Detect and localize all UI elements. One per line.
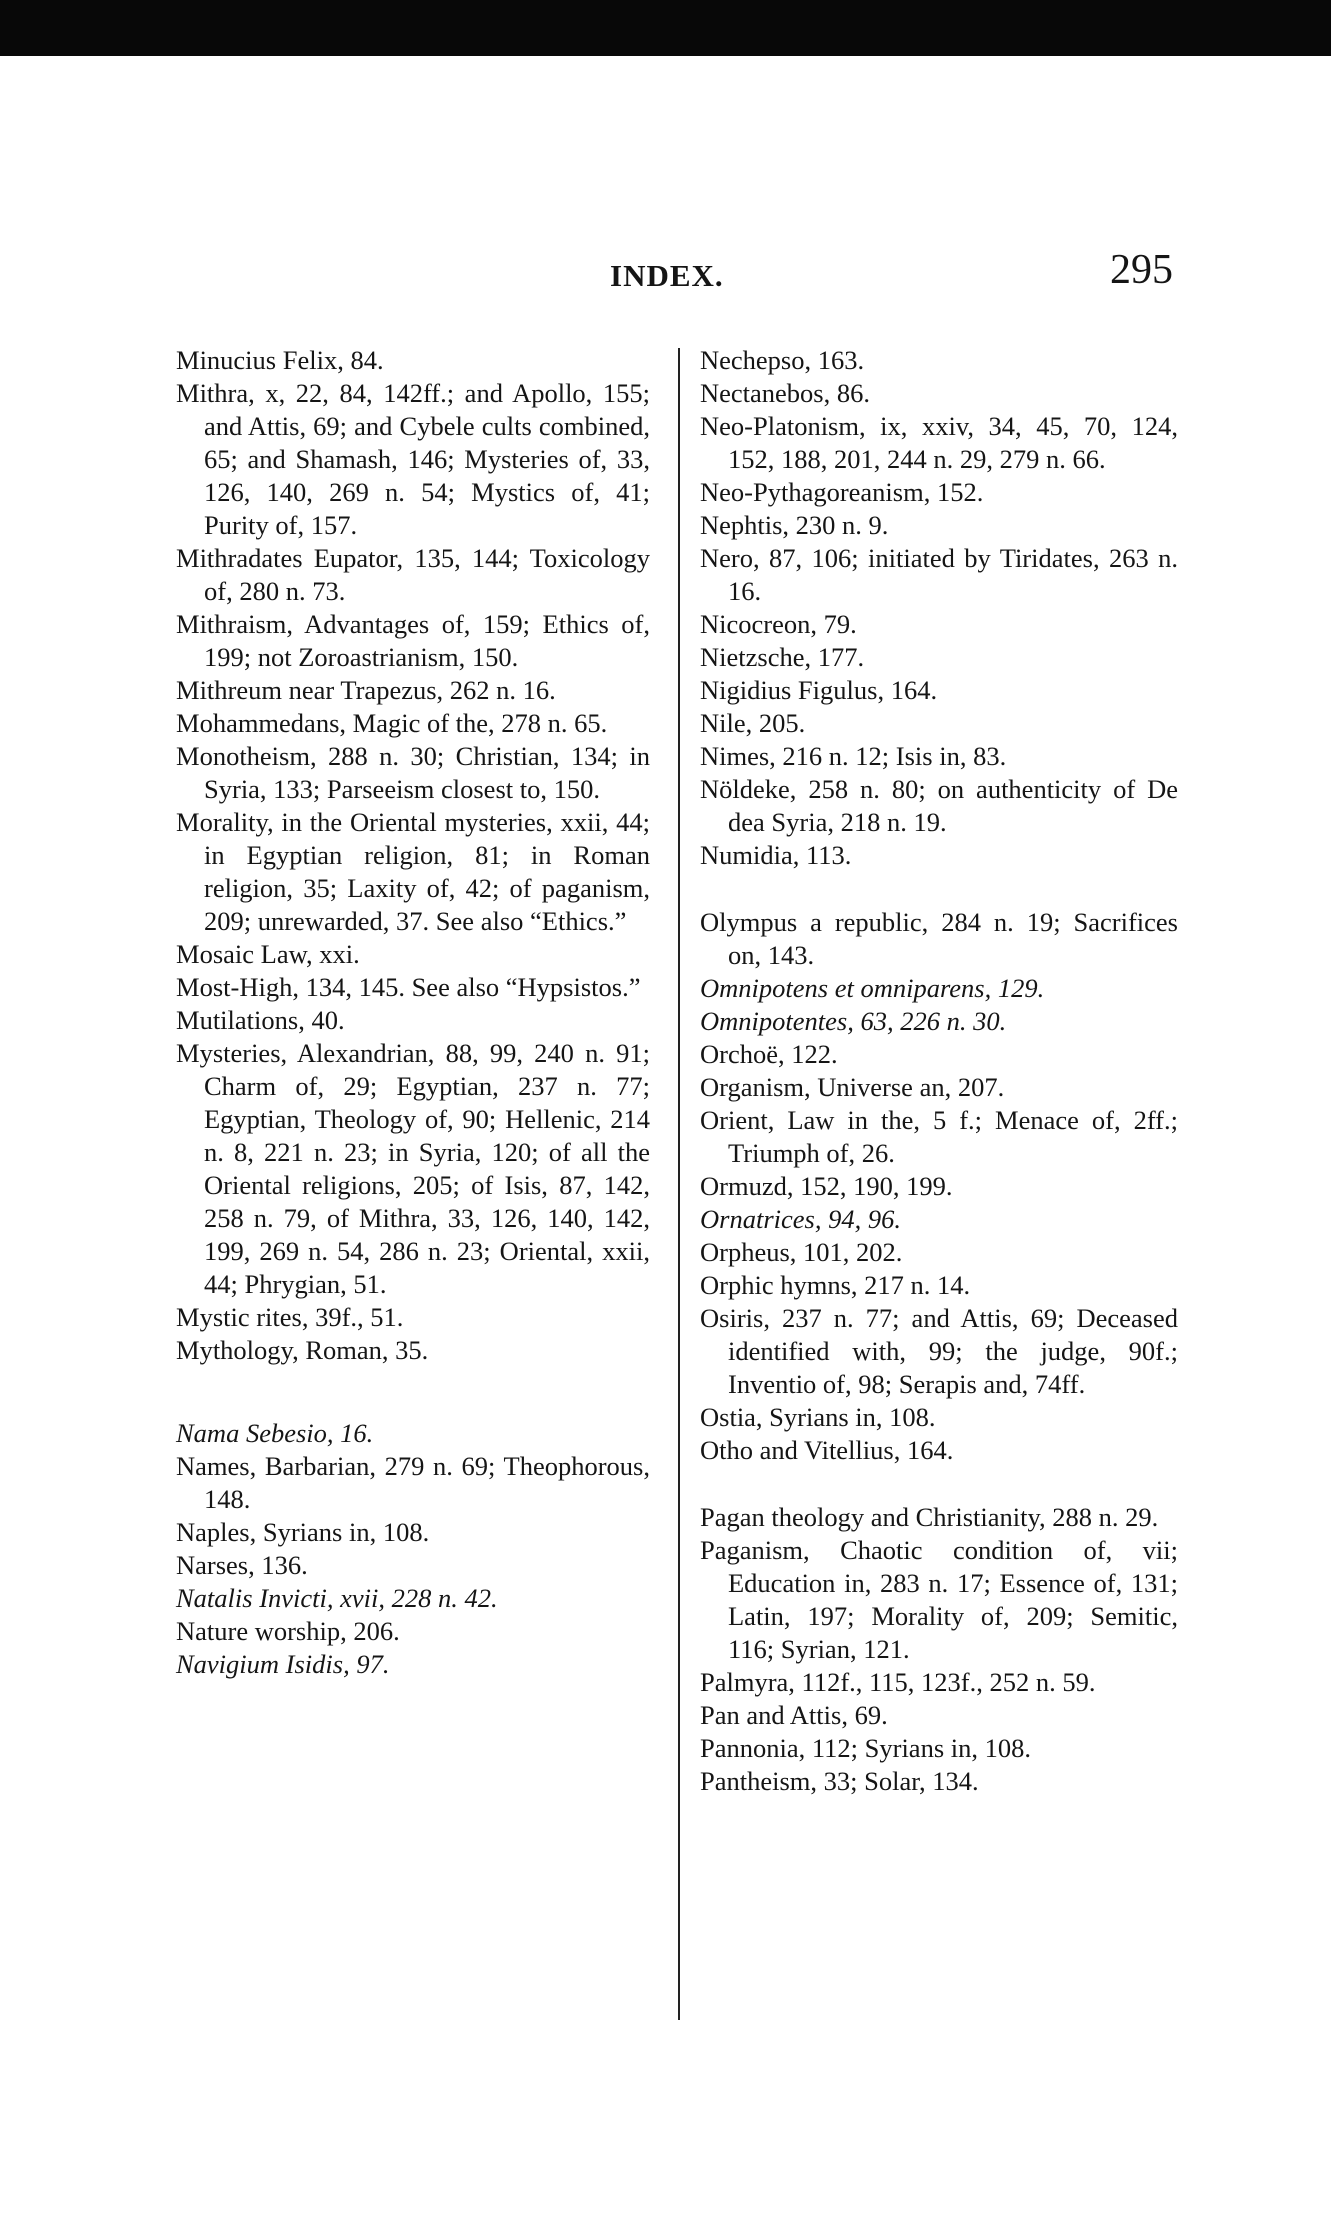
- index-entry: [176, 1648, 650, 1681]
- italic-term: Omnipotens et omniparens, 129.: [700, 973, 1045, 1003]
- index-entry: Mysteries, Alexandrian, 88, 99, 240 n. 91; Charm of, 29; Egyptian, 237 n. 77; Egyptian, Theology of, 90; Hellenic, 214 n. 8, 221 n. 23; in Syria, 120; of all the Oriental religions, 205; of Isis, 87, 142, 258 n. 79, of Mithra, 33, 126, 140, 142, 199, 269 n. 54, 286 n. 23; Oriental, xxii, 44; Phrygian, 51.: [176, 1038, 650, 1299]
- index-entry: Osiris, 237 n. 77; and Attis, 69; Deceased identified with, 99; the judge, 90f.; Inventio of, 98; Serapis and, 74ff.: [700, 1303, 1178, 1399]
- index-entry: Otho and Vitellius, 164.: [700, 1435, 954, 1465]
- index-entry: Palmyra, 112f., 115, 123f., 252 n. 59.: [700, 1667, 1096, 1697]
- index-entry: Naples, Syrians in, 108.: [176, 1517, 430, 1547]
- index-entry: Mithraism, Advantages of, 159; Ethics of, 199; not Zoroastrianism, 150.: [176, 609, 650, 672]
- index-entry: Organism, Universe an, 207.: [700, 1072, 1005, 1102]
- index-entry: Minucius Felix, 84.: [176, 345, 384, 375]
- index-entry: Mohammedans, Magic of the, 278 n. 65.: [176, 708, 608, 738]
- index-entry: Monotheism, 288 n. 30; Christian, 134; in Syria, 133; Parseeism closest to, 150.: [176, 741, 650, 804]
- index-entry: Pannonia, 112; Syrians in, 108.: [700, 1733, 1031, 1763]
- column-divider: [678, 348, 680, 2020]
- index-entry: Nephtis, 230 n. 9.: [700, 510, 889, 540]
- index-entry: Nöldeke, 258 n. 80; on authenticity of De dea Syria, 218 n. 19.: [700, 774, 1178, 837]
- index-entry: Morality, in the Oriental mysteries, xxii, 44; in Egyptian religion, 81; in Roman religion, 35; Laxity of, 42; of paganism, 209; unrewarded, 37. See also “Ethics.”: [176, 807, 650, 936]
- index-entry: Orchoë, 122.: [700, 1039, 838, 1069]
- index-entry: Nimes, 216 n. 12; Isis in, 83.: [700, 741, 1007, 771]
- index-entry: Ormuzd, 152, 190, 199.: [700, 1171, 953, 1201]
- index-entry: Mystic rites, 39f., 51.: [176, 1302, 404, 1332]
- index-entry: Most-High, 134, 145. See also “Hypsistos.”: [176, 972, 641, 1002]
- index-entry: [176, 1582, 650, 1615]
- running-header: INDEX.: [610, 258, 724, 293]
- index-entry: [176, 1417, 650, 1450]
- italic-term: Natalis Invicti, xvii, 228 n. 42.: [176, 1583, 498, 1613]
- index-entry: Nectanebos, 86.: [700, 378, 870, 408]
- page-number: 295: [1110, 247, 1173, 293]
- index-entry: Nicocreon, 79.: [700, 609, 857, 639]
- index-entry: Orpheus, 101, 202.: [700, 1237, 903, 1267]
- index-entry: Pantheism, 33; Solar, 134.: [700, 1766, 979, 1796]
- index-entry: Mosaic Law, xxi.: [176, 939, 360, 969]
- scan-top-border: [0, 0, 1331, 56]
- index-entry: Neo-Pythagoreanism, 152.: [700, 477, 984, 507]
- index-column-left: [176, 344, 650, 1681]
- index-entry: [700, 972, 1178, 1005]
- index-entry: Pagan theology and Christianity, 288 n. 29.: [700, 1502, 1159, 1532]
- index-entry: Nile, 205.: [700, 708, 806, 738]
- index-entry: [700, 1203, 1178, 1236]
- index-entry: Ostia, Syrians in, 108.: [700, 1402, 936, 1432]
- italic-term: Omnipotentes, 63, 226 n. 30.: [700, 1006, 1007, 1036]
- index-entry: Mutilations, 40.: [176, 1005, 345, 1035]
- italic-term: Ornatrices, 94, 96.: [700, 1204, 901, 1234]
- index-entry: Nature worship, 206.: [176, 1616, 400, 1646]
- index-entry: Orphic hymns, 217 n. 14.: [700, 1270, 971, 1300]
- index-entry: Olympus a republic, 284 n. 19; Sacrifices on, 143.: [700, 907, 1178, 970]
- index-entry: Nietzsche, 177.: [700, 642, 865, 672]
- index-entry: Numidia, 113.: [700, 840, 852, 870]
- index-entry: Mythology, Roman, 35.: [176, 1335, 429, 1365]
- italic-term: Nama Sebesio, 16.: [176, 1418, 374, 1448]
- index-column-right: [700, 344, 1178, 1798]
- index-entry: Nero, 87, 106; initiated by Tiridates, 263 n. 16.: [700, 543, 1178, 606]
- index-entry: Nechepso, 163.: [700, 345, 865, 375]
- index-entry: Nigidius Figulus, 164.: [700, 675, 938, 705]
- index-entry: Neo-Platonism, ix, xxiv, 34, 45, 70, 124, 152, 188, 201, 244 n. 29, 279 n. 66.: [700, 411, 1178, 474]
- index-entry: Orient, Law in the, 5 f.; Menace of, 2ff.; Triumph of, 26.: [700, 1105, 1178, 1168]
- index-entry: Mithradates Eupator, 135, 144; Toxicology of, 280 n. 73.: [176, 543, 650, 606]
- index-entry: Paganism, Chaotic condition of, vii; Education in, 283 n. 17; Essence of, 131; Latin, 197; Morality of, 209; Semitic, 116; Syrian, 121.: [700, 1535, 1178, 1664]
- index-entry: Mithra, x, 22, 84, 142ff.; and Apollo, 155; and Attis, 69; and Cybele cults combined, 65; and Shamash, 146; Mysteries of, 33, 126, 140, 269 n. 54; Mystics of, 41; Purity of, 157.: [176, 378, 650, 540]
- index-entry: Narses, 136.: [176, 1550, 308, 1580]
- index-entry: Pan and Attis, 69.: [700, 1700, 888, 1730]
- index-entry: [700, 1005, 1178, 1038]
- italic-term: Navigium Isidis, 97.: [176, 1649, 390, 1679]
- index-entry: Mithreum near Trapezus, 262 n. 16.: [176, 675, 556, 705]
- index-entry: Names, Barbarian, 279 n. 69; Theophorous, 148.: [176, 1451, 650, 1514]
